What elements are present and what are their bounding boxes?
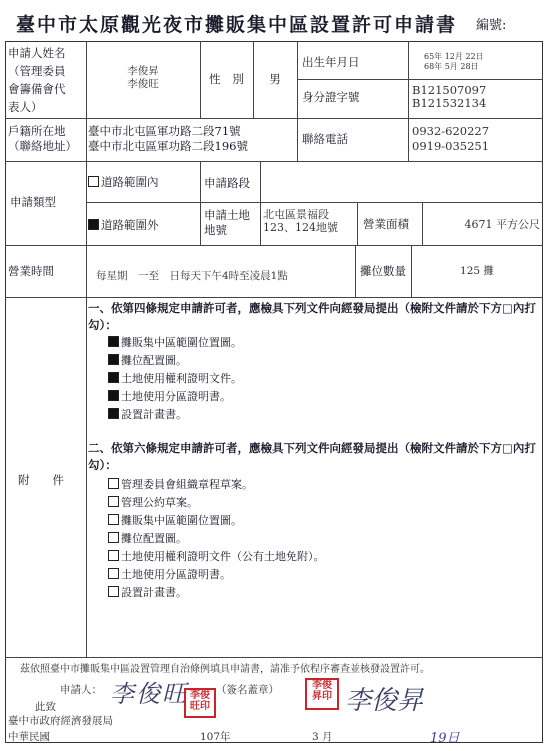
row-divider — [5, 657, 543, 658]
form-number-label: 編號: — [476, 18, 507, 33]
road-section-label: 申請路段 — [204, 176, 250, 190]
applicant-names: 李俊昇 李俊旺 — [127, 65, 159, 90]
checkbox[interactable] — [108, 390, 119, 401]
attachment-item[interactable]: 土地使用分區證明書。 — [108, 566, 231, 583]
phone-numbers: 0932-620227 0919-035251 — [412, 124, 490, 153]
attachments-section-1 — [88, 300, 538, 440]
checkbox[interactable] — [108, 496, 119, 507]
to-label: 此致 — [35, 701, 56, 713]
attachment-item[interactable]: 設置計畫書。 — [108, 584, 187, 601]
stall-count-label: 攤位數量 — [360, 264, 406, 278]
applicant-signature-label: 申請人： — [60, 684, 102, 696]
checkbox[interactable] — [108, 550, 119, 561]
phone-label: 聯絡電話 — [302, 132, 348, 146]
checkbox[interactable] — [108, 568, 119, 579]
attachment-item[interactable]: 土地使用權利證明文件。 — [108, 370, 242, 387]
checkbox-within-road[interactable] — [88, 176, 99, 187]
business-area-label: 營業面積 — [363, 217, 409, 231]
business-hours-label: 營業時間 — [8, 264, 54, 278]
column-divider — [357, 202, 358, 245]
second-signature: 李俊昇 — [345, 686, 424, 716]
attachment-item[interactable]: 攤位配置圖。 — [108, 530, 187, 547]
date-year: 107年 — [200, 731, 231, 743]
form-title: 臺中市太原觀光夜市攤販集中區設置許可申請書 — [16, 14, 458, 36]
checkbox[interactable] — [108, 532, 119, 543]
type-option-within-road[interactable]: 道路範圍內 — [88, 175, 159, 190]
applicant-name-label: 申請人姓名 （管理委員 會籌備會代 表人） — [8, 46, 66, 114]
checkbox[interactable] — [108, 336, 119, 347]
checkbox-outside-road[interactable] — [88, 219, 99, 230]
column-divider — [260, 161, 261, 245]
checkbox[interactable] — [108, 514, 119, 525]
column-divider — [86, 41, 87, 657]
land-number-label: 申請土地 地號 — [204, 208, 250, 237]
business-hours-value: 每星期 一至 日每天下午4時至凌晨1點 — [96, 270, 288, 282]
section-2-heading: 二、依第六條規定申請許可者，應檢具下列文件向經發局提出（檢附文件請於下方□內打勾）： — [88, 441, 536, 472]
declaration-statement: 茲依照臺中市攤販集中區設置管理自治條例填具申請書，請准予依程序審查並核發設置許可。 — [20, 664, 430, 675]
attachment-item[interactable]: 攤販集中區範圍位置圖。 — [108, 512, 242, 529]
attachments-label: 附 件 — [18, 473, 64, 487]
section-1-heading: 一、依第四條規定申請許可者，應檢具下列文件向經發局提出（檢附文件請於下方□內打勾）： — [88, 301, 536, 332]
attachment-item[interactable]: 管理公約草案。 — [108, 494, 198, 511]
attachment-item[interactable]: 土地使用權利證明文件（公有土地免附）。 — [108, 548, 325, 565]
birthdate-label: 出生年月日 — [302, 55, 360, 69]
address-label: 戶籍所在地 （聯絡地址） — [8, 124, 77, 153]
column-divider — [422, 202, 423, 245]
applicant-seal: 李俊 旺印 — [184, 688, 216, 718]
agency-name: 臺中市政府經濟發展局 — [8, 715, 113, 727]
seal-note: （簽名蓋章） — [216, 684, 279, 696]
application-type-label: 申請類型 — [10, 195, 56, 209]
address-value: 臺中市北屯區軍功路二段71號 臺中市北屯區軍功路二段196號 — [88, 124, 248, 153]
date-month: 3 月 — [312, 731, 333, 743]
applicant-signature: 李俊旺 — [110, 680, 188, 708]
attachments-section-2 — [88, 440, 538, 610]
gender-label: 性 別 — [209, 72, 244, 86]
stall-count-value: 125 攤 — [460, 265, 494, 277]
land-number-value: 北屯區景福段 123、124地號 — [263, 208, 338, 234]
attachment-item[interactable]: 攤販集中區範圍位置圖。 — [108, 334, 242, 351]
checkbox[interactable] — [108, 372, 119, 383]
checkbox[interactable] — [108, 478, 119, 489]
date-day: 19日 — [430, 731, 460, 746]
checkbox[interactable] — [108, 354, 119, 365]
checkbox[interactable] — [108, 408, 119, 419]
column-divider — [355, 245, 356, 297]
row-divider — [86, 202, 543, 203]
second-seal: 李俊 昇印 — [305, 678, 339, 710]
attachment-item[interactable]: 管理委員會組織章程草案。 — [108, 476, 253, 493]
attachment-item[interactable]: 攤位配置圖。 — [108, 352, 187, 369]
column-divider — [408, 41, 409, 161]
id-numbers: B121507097 B121532134 — [412, 83, 487, 110]
type-option-outside-road[interactable]: 道路範圍外 — [88, 218, 159, 233]
business-area-value: 4671 平方公尺 — [464, 218, 540, 231]
gender-value: 男 — [269, 72, 281, 86]
checkbox[interactable] — [108, 586, 119, 597]
id-number-label: 身分證字號 — [302, 90, 360, 104]
attachment-item[interactable]: 土地使用分區證明書。 — [108, 388, 231, 405]
date-era: 中華民國 — [8, 731, 50, 743]
column-divider — [200, 161, 201, 245]
birthdates: 65年 12月 22日 68年 5月 28日 — [424, 52, 484, 71]
attachment-item[interactable]: 設置計畫書。 — [108, 406, 187, 423]
column-divider — [297, 41, 298, 161]
form-header — [0, 8, 554, 38]
row-divider — [297, 79, 543, 80]
